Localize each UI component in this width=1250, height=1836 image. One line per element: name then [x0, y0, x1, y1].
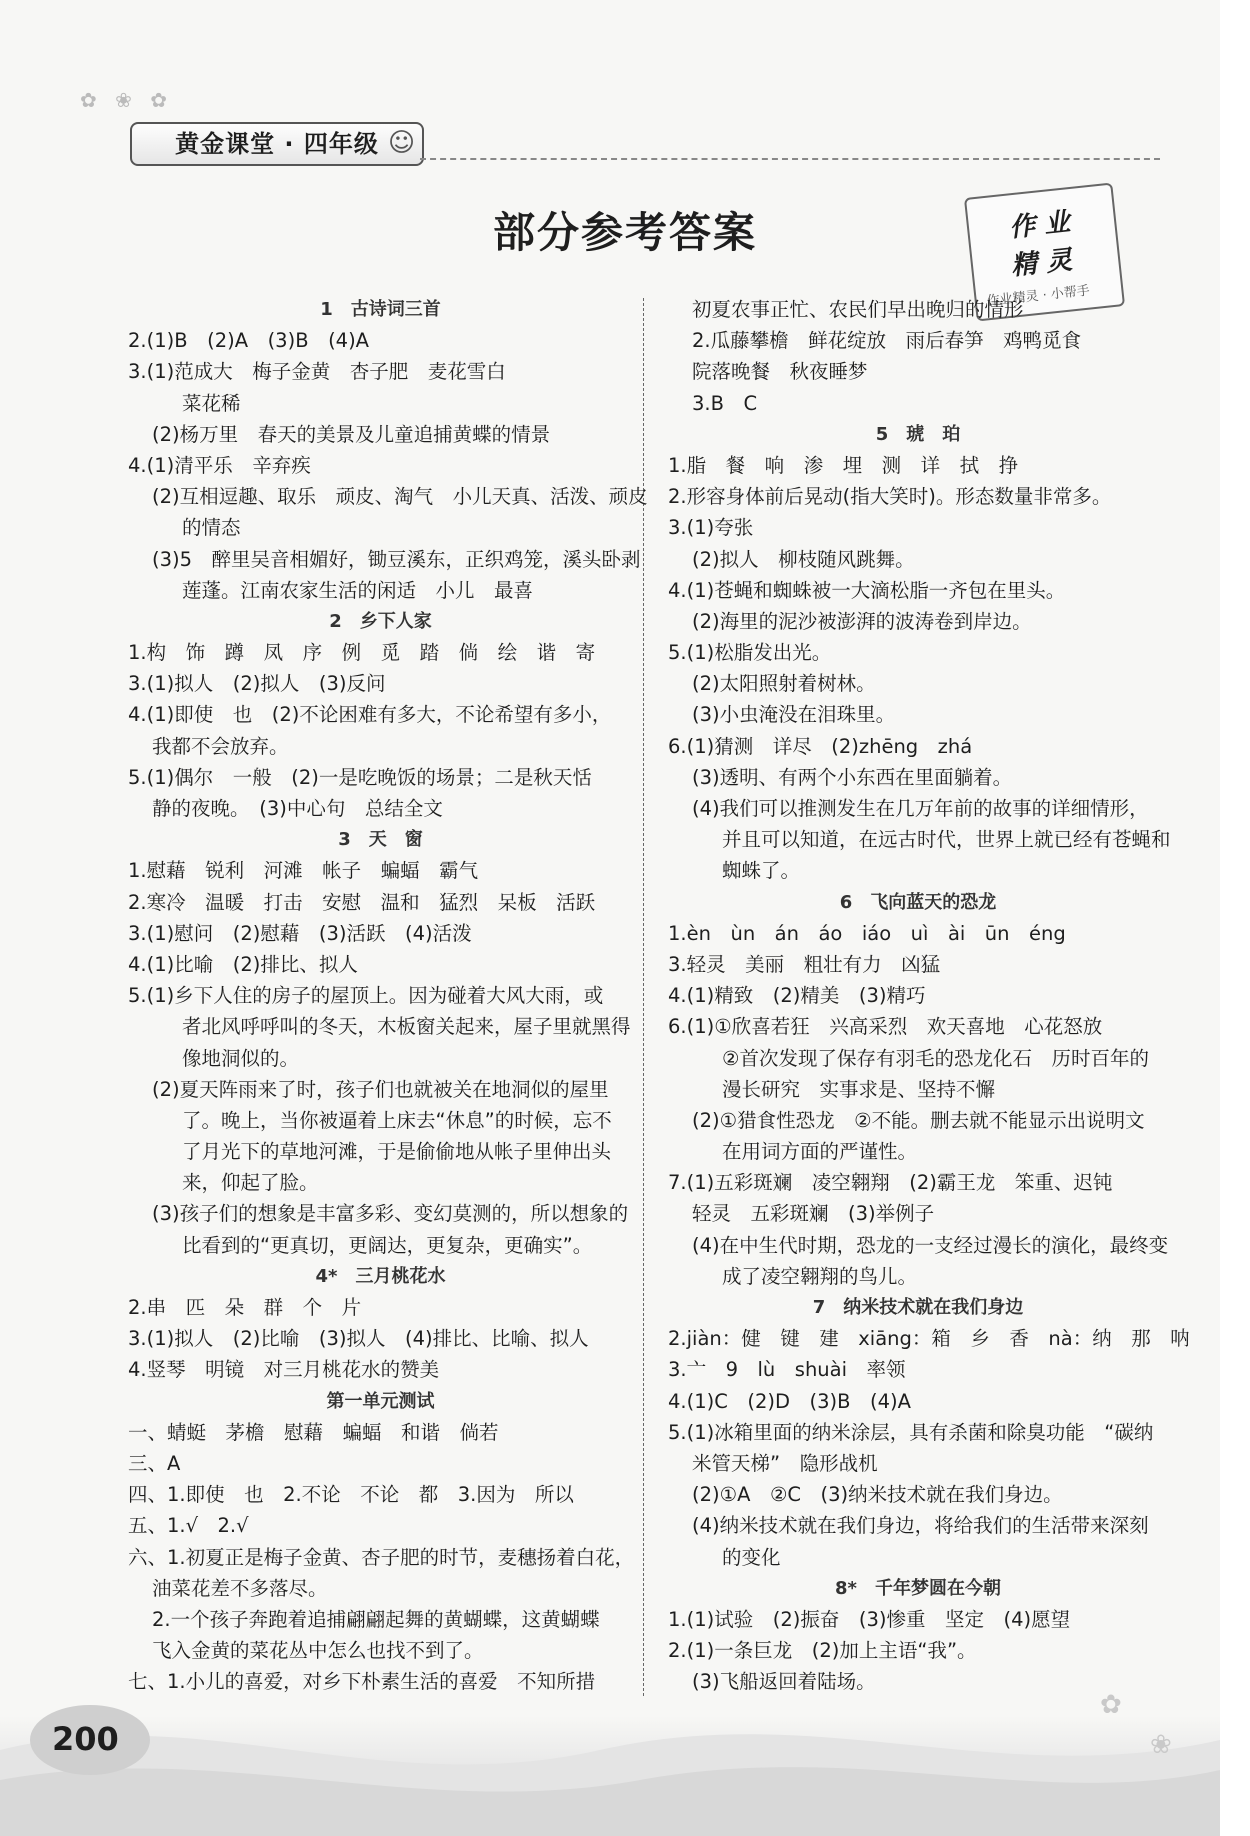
answer-line: 1.èn ùn án áo iáo uì ài ūn éng	[668, 921, 1066, 945]
answer-line: 3.(1)范成大 梅子金黄 杏子肥 麦花雪白	[128, 360, 506, 384]
answer-line: 在用词方面的严谨性。	[722, 1140, 918, 1164]
answer-line: 3.(1)拟人 (2)比喻 (3)拟人 (4)排比、比喻、拟人	[128, 1327, 589, 1351]
answer-line: 2.瓜藤攀檐 鲜花绽放 雨后春笋 鸡鸭觅食	[692, 329, 1082, 353]
answer-line: 七、1.小儿的喜爱，对乡下朴素生活的喜爱 不知所措	[128, 1670, 596, 1694]
answer-line: (3)小虫淹没在泪珠里。	[692, 703, 896, 727]
page-title: 部分参考答案	[492, 208, 757, 257]
answer-line: 一、蜻蜓 茅檐 慰藉 蝙蝠 和谐 倘若	[128, 1420, 499, 1444]
answer-line: 成了凌空翱翔的鸟儿。	[722, 1264, 918, 1288]
answer-line: 并且可以知道，在远古时代，世界上就已经有苍蝇和	[722, 828, 1171, 852]
page-number: 200	[52, 1720, 119, 1758]
smile-icon: ☺	[388, 128, 416, 158]
answer-line: 2.寒冷 温暖 打击 安慰 温和 猛烈 呆板 活跃	[128, 890, 596, 914]
answer-line: (3)孩子们的想象是丰富多彩、变幻莫测的，所以想象的	[152, 1202, 629, 1226]
answer-line: 四、1.即使 也 2.不论 不论 都 3.因为 所以	[128, 1483, 574, 1507]
answer-line: (2)海里的泥沙被澎湃的波涛卷到岸边。	[692, 609, 1032, 633]
answer-line: (2)夏天阵雨来了时，孩子们也就被关在地洞似的屋里	[152, 1077, 609, 1101]
answer-line: 3.(1)拟人 (2)拟人 (3)反问	[128, 672, 386, 696]
answer-line: 我都不会放弃。	[152, 734, 289, 758]
answer-line: 菜花稀	[182, 391, 241, 415]
answer-line: 3.(1)夸张	[668, 516, 754, 540]
answer-line: 4.竖琴 明镜 对三月桃花水的赞美	[128, 1358, 440, 1382]
answer-line: 1.慰藉 锐利 河滩 帐子 蝙蝠 霸气	[128, 859, 479, 883]
answer-line: 六、1.初夏正是梅子金黄、杏子肥的时节，麦穗扬着白花，	[128, 1545, 635, 1569]
answer-line: 2.(1)一条巨龙 (2)加上主语“我”。	[668, 1639, 977, 1663]
section-heading: 4* 三月桃花水	[315, 1265, 446, 1287]
page-edge	[1220, 0, 1250, 1836]
answer-line: 6.(1)猜测 详尽 (2)zhēng zhá	[668, 734, 973, 758]
answer-line: (2)拟人 柳枝随风跳舞。	[692, 547, 915, 571]
header-divider	[420, 158, 1160, 160]
flower-decoration-icon: ✿ ❀ ✿	[80, 88, 173, 112]
answer-line: 3.亠 9 lù shuài 率领	[668, 1358, 906, 1382]
answer-line: (4)纳米技术就在我们身边，将给我们的生活带来深刻	[692, 1514, 1149, 1538]
answer-line: ②首次发现了保存有羽毛的恐龙化石 历时百年的	[722, 1046, 1149, 1070]
answer-line: 比看到的“更真切，更阔达，更复杂，更确实”。	[182, 1233, 593, 1257]
answer-line: 5.(1)冰箱里面的纳米涂层，具有杀菌和除臭功能 “碳纳	[668, 1420, 1154, 1444]
answer-line: 1.脂 餐 响 渗 埋 测 详 拭 挣	[668, 453, 1019, 477]
answer-line: (2)杨万里 春天的美景及儿童追捕黄蝶的情景	[152, 422, 551, 446]
answer-line: (2)太阳照射着树林。	[692, 672, 876, 696]
answer-line: 4.(1)精致 (2)精美 (3)精巧	[668, 984, 926, 1008]
answer-line: 4.(1)C (2)D (3)B (4)A	[668, 1389, 911, 1413]
flower-icon: ✿	[1100, 1690, 1122, 1720]
footer-wave	[0, 1690, 1220, 1836]
answer-line: (4)我们可以推测发生在几万年前的故事的详细情形，	[692, 797, 1149, 820]
answer-line: 来，仰起了脸。	[182, 1171, 319, 1195]
section-heading: 8* 千年梦圆在今朝	[835, 1577, 1001, 1599]
answer-line: 莲蓬。江南农家生活的闲适 小儿 最喜	[182, 578, 534, 602]
answer-line: 5.(1)偶尔 一般 (2)一是吃晚饭的场景；二是秋天恬	[128, 765, 592, 789]
answer-line: (4)在中生代时期，恐龙的一支经过漫长的演化，最终变	[692, 1233, 1169, 1257]
answer-line: 2.形容身体前后晃动(指大笑时)。形态数量非常多。	[668, 485, 1112, 509]
answer-line: 五、1.√ 2.√	[128, 1514, 249, 1538]
flower-icon: ❀	[1150, 1730, 1172, 1760]
answer-line: 6.(1)①欣喜若狂 兴高采烈 欢天喜地 心花怒放	[668, 1015, 1103, 1039]
answer-line: 4.(1)苍蝇和蜘蛛被一大滴松脂一齐包在里头。	[668, 578, 1066, 602]
answer-line: 者北风呼呼叫的冬天，木板窗关起来，屋子里就黑得	[182, 1015, 631, 1039]
answer-line: 3.B C	[692, 391, 758, 415]
answer-line: 油菜花差不多落尽。	[152, 1576, 328, 1600]
stamp-line-3: 作业精灵 · 小帮手	[986, 283, 1091, 310]
answer-line: 初夏农事正忙、农民们早出晚归的情形	[692, 298, 1024, 321]
answer-line: 轻灵 五彩斑斓 (3)举例子	[692, 1202, 935, 1226]
right-column	[668, 294, 1190, 1697]
stamp-line-2: 精 灵	[1009, 245, 1074, 282]
answer-line: 了。晚上，当你被逼着上床去“休息”的时候，忘不	[182, 1108, 612, 1132]
answer-line: (2)①A ②C (3)纳米技术就在我们身边。	[692, 1483, 1063, 1507]
answer-line: (3)飞船返回着陆场。	[692, 1670, 876, 1694]
answer-line: 3.(1)慰问 (2)慰藉 (3)活跃 (4)活泼	[128, 921, 472, 945]
section-heading: 2 乡下人家	[329, 610, 432, 632]
answer-line: 2.一个孩子奔跑着追捕翩翩起舞的黄蝴蝶，这黄蝴蝶	[152, 1607, 600, 1631]
section-heading: 1 古诗词三首	[320, 299, 441, 320]
answer-line: 5.(1)乡下人住的房子的屋顶上。因为碰着大风大雨，或	[128, 984, 604, 1008]
answer-line: 4.(1)比喻 (2)排比、拟人	[128, 952, 358, 976]
answer-line: 米管天梯” 隐形战机	[692, 1451, 878, 1475]
answer-line: (3)5 醉里吴音相媚好，锄豆溪东，正织鸡笼，溪头卧剥	[152, 547, 641, 571]
answer-line: 静的夜晚。 (3)中心句 总结全文	[152, 797, 443, 820]
section-heading: 6 飞向蓝天的恐龙	[839, 891, 997, 913]
left-column	[128, 294, 648, 1697]
answer-line: 1.(1)试验 (2)振奋 (3)惨重 坚定 (4)愿望	[668, 1607, 1071, 1631]
answer-line: 4.(1)即使 也 (2)不论困难有多大，不论希望有多小，	[128, 703, 612, 727]
answer-line: 2.串 匹 朵 群 个 片	[128, 1296, 362, 1319]
answer-line: 飞入金黄的菜花丛中怎么也找不到了。	[152, 1639, 484, 1663]
header-badge-label: 黄金课堂 · 四年级	[175, 130, 379, 158]
answer-line: 像地洞似的。	[182, 1046, 300, 1070]
answer-line: 漫长研究 实事求是、坚持不懈	[722, 1077, 996, 1101]
answer-line: 5.(1)松脂发出光。	[668, 641, 832, 665]
answer-line: 院落晚餐 秋夜睡梦	[692, 360, 868, 384]
answer-line: 2.(1)B (2)A (3)B (4)A	[128, 329, 370, 353]
answer-line: 3.轻灵 美丽 粗壮有力 凶猛	[668, 952, 941, 976]
answer-line: 三、A	[128, 1451, 181, 1475]
answer-line: 1.构 饰 蹲 凤 序 例 觅 踏 倘 绘 谐 寄	[128, 641, 596, 665]
answer-line: 4.(1)清平乐 辛弃疾	[128, 453, 311, 477]
section-heading: 5 琥 珀	[875, 423, 961, 445]
answer-line: 的情态	[182, 516, 241, 540]
section-heading: 3 天 窗	[338, 829, 423, 851]
section-heading: 第一单元测试	[326, 1390, 435, 1412]
header-badge	[130, 122, 424, 166]
answer-line: (2)互相逗趣、取乐 顽皮、淘气 小儿天真、活泼、顽皮	[152, 485, 648, 509]
answer-line: 7.(1)五彩斑斓 凌空翱翔 (2)霸王龙 笨重、迟钝	[668, 1171, 1113, 1195]
answer-line: (2)①猎食性恐龙 ②不能。删去就不能显示出说明文	[692, 1108, 1145, 1132]
stamp-line-1: 作 业	[1007, 207, 1072, 244]
answer-line: 的变化	[722, 1545, 781, 1569]
answer-line: (3)透明、有两个小东西在里面躺着。	[692, 765, 1013, 789]
section-heading: 7 纳米技术就在我们身边	[812, 1297, 1024, 1318]
answer-line: 了月光下的草地河滩，于是偷偷地从帐子里伸出头	[182, 1140, 612, 1164]
answer-line: 蜘蛛了。	[722, 859, 801, 883]
answer-line: 2.jiàn：健 键 建 xiāng：箱 乡 香 nà：纳 那 呐	[668, 1327, 1190, 1351]
